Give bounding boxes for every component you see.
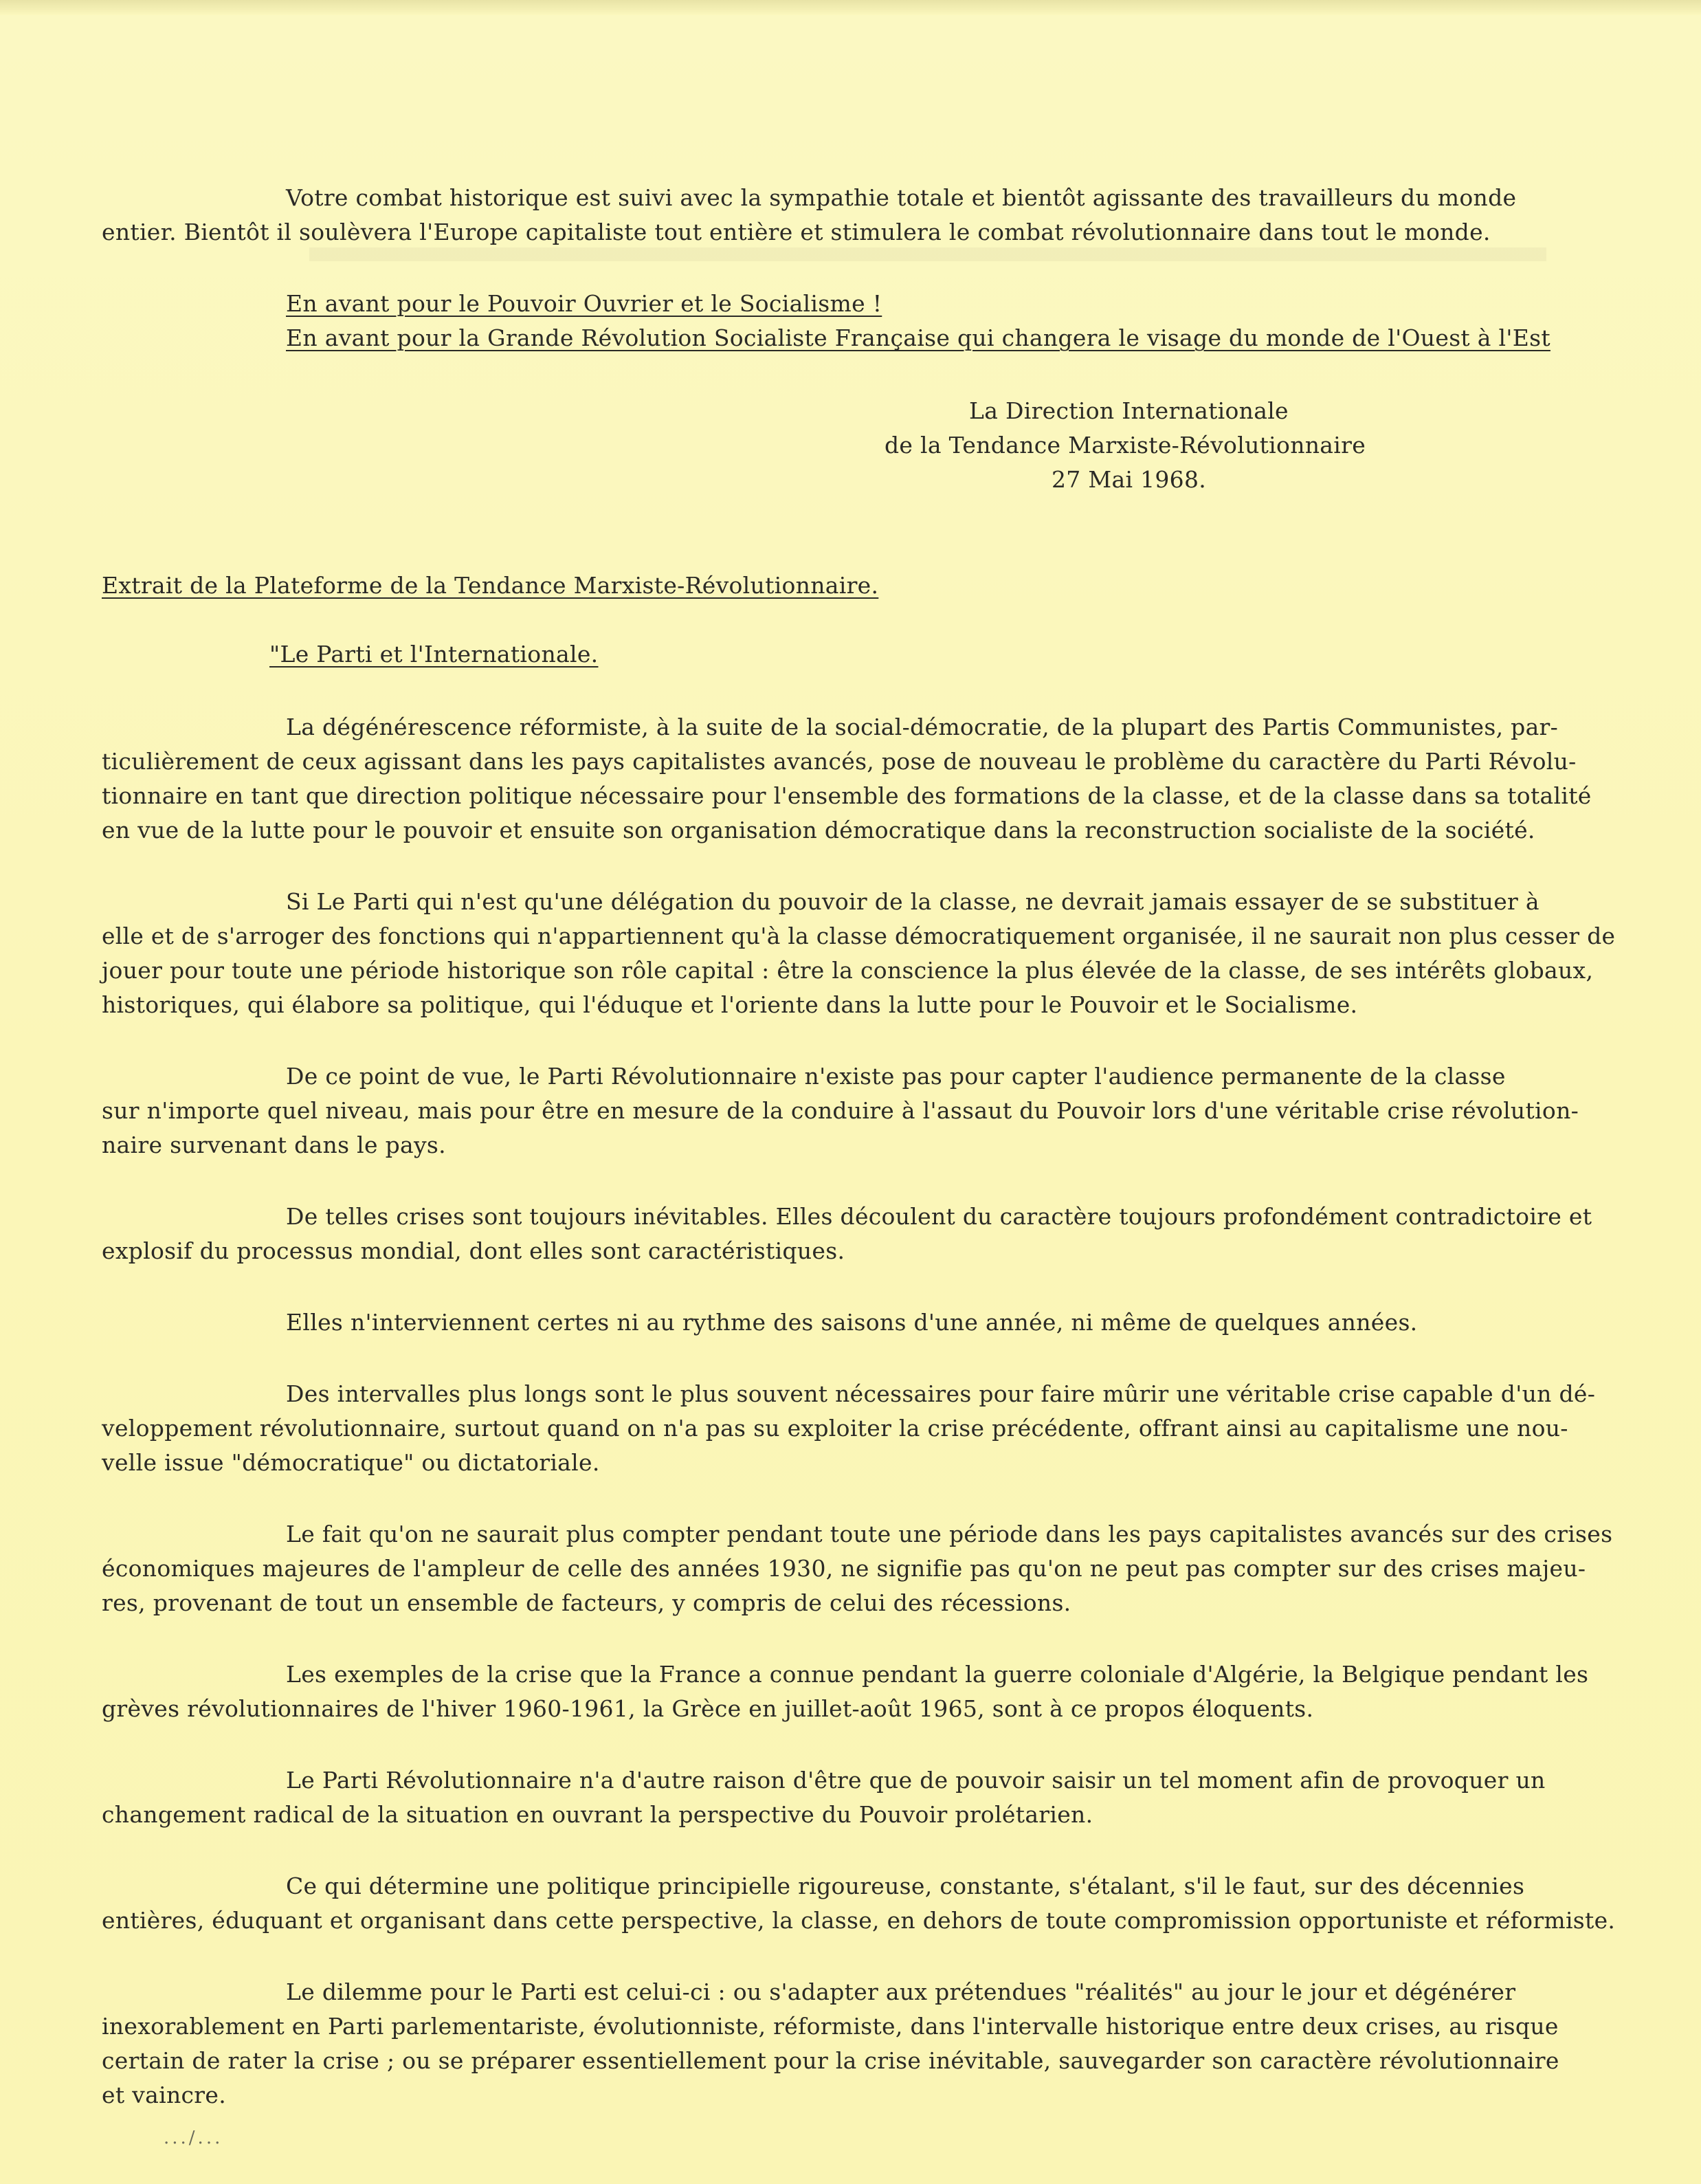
paragraph-line: res, provenant de tout un ensemble de facteurs, y compris de celui des récessions. xyxy=(102,1589,1071,1616)
paper-fold-edge xyxy=(0,0,1701,15)
signature-line-2: de la Tendance Marxiste-Révolutionnaire xyxy=(885,432,1366,459)
paragraph-line: inexorablement en Parti parlementariste, évolutionniste, réformiste, dans l'intervalle historique entre deux crises, au risque xyxy=(102,2013,1559,2040)
paragraph-line: changement radical de la situation en ouvrant la perspective du Pouvoir prolétarien. xyxy=(102,1801,1093,1828)
paragraph-line: tionnaire en tant que direction politique nécessaire pour l'ensemble des formations de la classe, et de la classe dans sa totalité xyxy=(102,782,1592,809)
extract-heading: Extrait de la Plateforme de la Tendance Marxiste-Révolutionnaire. xyxy=(102,572,879,599)
paragraph-line: velle issue "démocratique" ou dictatoriale. xyxy=(102,1449,600,1476)
paragraph-line: certain de rater la crise ; ou se préparer essentiellement pour la crise inévitable, sauvegarder son caractère révolutionnaire xyxy=(102,2047,1559,2074)
paragraph-line: et vaincre. xyxy=(102,2082,226,2108)
paragraph-line: grèves révolutionnaires de l'hiver 1960-1961, la Grèce en juillet-août 1965, sont à ce propos éloquents. xyxy=(102,1695,1314,1722)
paragraph-line: Le fait qu'on ne saurait plus compter pendant toute une période dans les pays capitalistes avancés sur des crises xyxy=(286,1521,1613,1547)
paragraph-line: La dégénérescence réformiste, à la suite de la social-démocratie, de la plupart des Partis Communistes, par- xyxy=(286,714,1559,740)
paragraph-line: sur n'importe quel niveau, mais pour être en mesure de la conduire à l'assaut du Pouvoir lors d'une véritable crise révolution- xyxy=(102,1097,1579,1124)
paragraph-line: en vue de la lutte pour le pouvoir et ensuite son organisation démocratique dans la reconstruction socialiste de la société. xyxy=(102,817,1535,843)
closing-line-2: entier. Bientôt il soulèvera l'Europe capitaliste tout entière et stimulera le combat révolutionnaire dans tout le monde. xyxy=(102,219,1491,245)
signature-date: 27 Mai 1968. xyxy=(1052,466,1207,493)
paragraph-line: veloppement révolutionnaire, surtout quand on n'a pas su exploiter la crise précédente, offrant ainsi au capitalisme une nou- xyxy=(102,1415,1568,1442)
slogan-2: En avant pour la Grande Révolution Socialiste Française qui changera le visage du monde de l'Ouest à l'Est xyxy=(286,324,1550,351)
section-title: "Le Parti et l'Internationale. xyxy=(269,641,599,668)
paragraph-line: naire survenant dans le pays. xyxy=(102,1132,446,1158)
paragraph-line: historiques, qui élabore sa politique, qui l'éduque et l'oriente dans la lutte pour le Pouvoir et le Socialisme. xyxy=(102,991,1358,1018)
paragraph-line: Ce qui détermine une politique principielle rigoureuse, constante, s'étalant, s'il le faut, sur des décennies xyxy=(286,1873,1525,1899)
paragraph-line: entières, éduquant et organisant dans cette perspective, la classe, en dehors de toute compromission opportuniste et réformiste. xyxy=(102,1907,1616,1934)
paragraph-line: De telles crises sont toujours inévitables. Elles découlent du caractère toujours profondément contradictoire et xyxy=(286,1203,1592,1230)
paragraph-line: Le dilemme pour le Parti est celui-ci : ou s'adapter aux prétendues "réalités" au jour le jour et dégénérer xyxy=(286,1978,1516,2005)
show-through-shade xyxy=(309,247,1546,261)
closing-line-1: Votre combat historique est suivi avec la sympathie totale et bientôt agissante des travailleurs du monde xyxy=(286,184,1517,211)
paragraph-line: elle et de s'arroger des fonctions qui n'appartiennent qu'à la classe démocratiquement organisée, il ne saurait non plus cesser de xyxy=(102,923,1616,949)
paragraph-line: Si Le Parti qui n'est qu'une délégation du pouvoir de la classe, ne devrait jamais essayer de se substituer à xyxy=(286,888,1539,915)
paragraph-line: explosif du processus mondial, dont elles sont caractéristiques. xyxy=(102,1237,845,1264)
paragraph-line: Le Parti Révolutionnaire n'a d'autre raison d'être que de pouvoir saisir un tel moment afin de provoquer un xyxy=(286,1767,1546,1794)
paragraph-line: ticulièrement de ceux agissant dans les pays capitalistes avancés, pose de nouveau le problème du caractère du Parti Révolu- xyxy=(102,748,1577,775)
page-continuation-mark: .../... xyxy=(164,2128,223,2148)
paragraph-line: De ce point de vue, le Parti Révolutionnaire n'existe pas pour capter l'audience permanente de la classe xyxy=(286,1063,1506,1090)
paragraph-line: jouer pour toute une période historique son rôle capital : être la conscience la plus élevée de la classe, de ses intérêts globaux, xyxy=(102,957,1594,984)
signature-line-1: La Direction Internationale xyxy=(969,397,1289,424)
paragraph-line: économiques majeures de l'ampleur de celle des années 1930, ne signifie pas qu'on ne peut pas compter sur des crises majeu- xyxy=(102,1555,1586,1582)
slogan-1: En avant pour le Pouvoir Ouvrier et le Socialisme ! xyxy=(286,290,882,317)
paragraph-line: Des intervalles plus longs sont le plus souvent nécessaires pour faire mûrir une véritable crise capable d'un dé- xyxy=(286,1380,1596,1407)
paragraph-line: Les exemples de la crise que la France a connue pendant la guerre coloniale d'Algérie, la Belgique pendant les xyxy=(286,1661,1589,1688)
paragraph-line: Elles n'interviennent certes ni au rythme des saisons d'une année, ni même de quelques années. xyxy=(286,1309,1418,1336)
